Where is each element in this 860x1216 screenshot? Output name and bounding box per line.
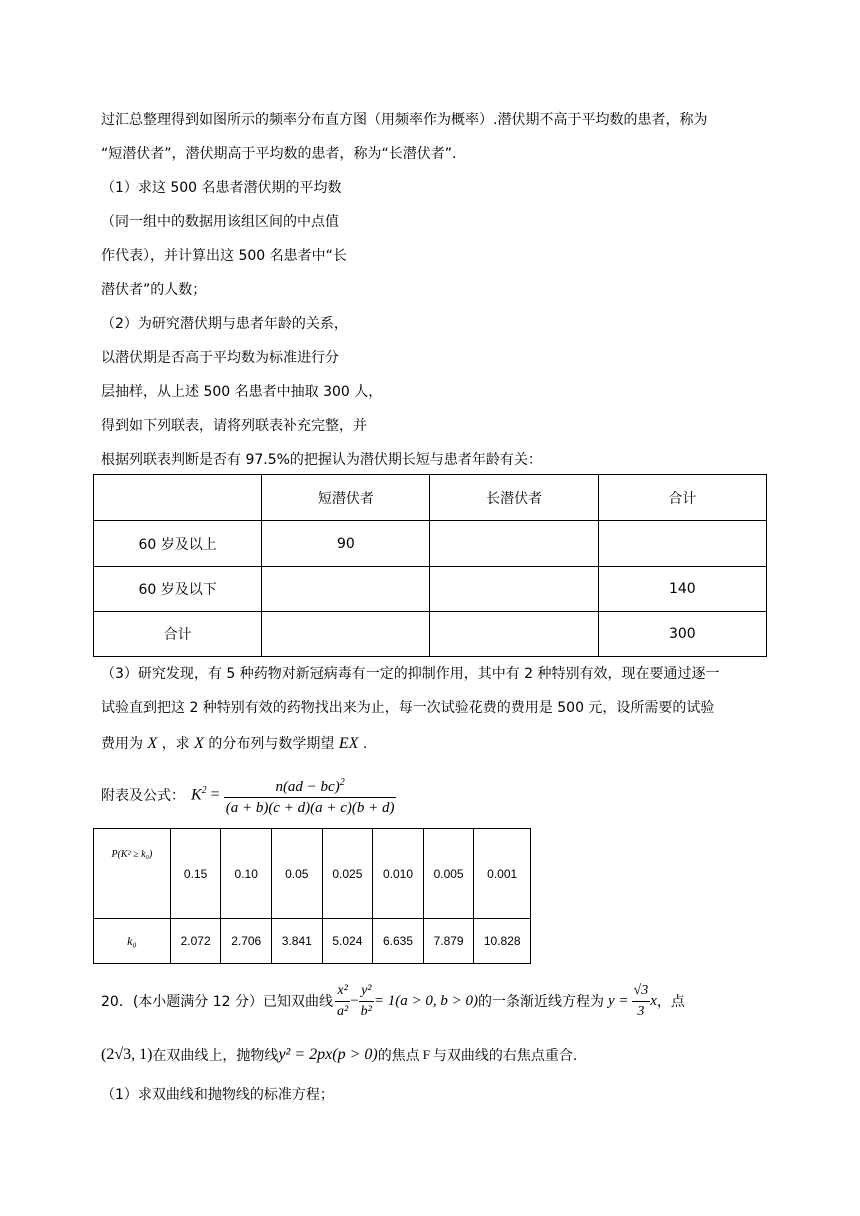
table-cell: 300 [598,612,766,657]
fraction-denominator: b² [360,1003,372,1019]
table-cell: 合计 [94,612,262,657]
text-span: 的分布列与数学期望 [208,736,335,752]
contingency-table [93,474,767,657]
question-2-line: （2）为研究潜伏期与患者年龄的关系， [101,316,348,332]
table-cell: 2.706 [221,919,272,964]
table-cell: 0.010 [373,829,424,919]
focus-label: F [422,1047,430,1062]
question-20-part-1: （1）求双曲线和抛物线的标准方程； [101,1087,334,1103]
table-header-cell: 短潜伏者 [262,475,430,521]
minus-sign: − [350,992,359,1009]
table-cell: 140 [598,567,766,612]
table-row [94,521,767,567]
table-cell [430,567,598,612]
table-row [94,829,531,919]
text-span: . [362,736,368,752]
hyperbola-condition: = 1(a > 0, b > 0) [373,992,478,1009]
table-cell: 0.001 [474,829,531,919]
table-cell [262,567,430,612]
formula-lhs-sup: 2 [201,785,207,797]
text-span: 在双曲线上，抛物线 [152,1048,279,1064]
table-cell: 60 岁及以下 [94,567,262,612]
fraction-numerator: x² [335,981,350,1002]
expectation-ex: EX [338,735,359,752]
question-3-line: 试验直到把这 2 种特别有效的药物找出来为止，每一次试验花费的费用是 500 元，设所需要的试验 [101,700,715,716]
table-cell [430,521,598,567]
asymptote-lhs: y = [607,992,629,1009]
point-coordinates: (2√3, 1) [101,1046,153,1063]
table-header-cell: 合计 [598,475,766,521]
table-cell: 10.828 [474,919,531,964]
paragraph-line: 过汇总整理得到如图所示的频率分布直方图（用频率作为概率）.潜伏期不高于平均数的患者，称为 [101,112,708,128]
fraction-numerator: y² [359,981,374,1002]
paragraph-line: “短潜伏者”，潜伏期高于平均数的患者，称为“长潜伏者”. [101,146,457,162]
text-span: 与双曲线的右焦点重合. [432,1048,578,1064]
question-3-line: （3）研究发现，有 5 种药物对新冠病毒有一定的抑制作用，其中有 2 种特别有效，现在要通过逐一 [101,666,720,682]
question-20-line [101,977,685,1025]
table-cell: 0.05 [272,829,323,919]
table-cell [430,612,598,657]
table-cell: 3.841 [272,919,323,964]
question-3-line [101,734,367,754]
table-row [94,919,531,964]
text-span: 费用为 [101,736,143,752]
formula-lhs-k: K [191,786,202,804]
question-2-line: 得到如下列联表，请将列联表补充完整，并 [101,418,367,434]
text-span: 的焦点 [377,1048,420,1064]
probability-label: P(K² ≥ k₀) [94,829,171,919]
table-header-cell: 长潜伏者 [430,475,598,521]
formula-num-sup: 2 [339,776,345,788]
chi-square-formula [224,773,397,818]
table-row [94,612,767,657]
text-span: ，点 [656,994,685,1010]
critical-value-table [93,828,531,964]
table-cell: 2.072 [170,919,221,964]
table-row [94,567,767,612]
fraction-y-over-b [359,981,374,1022]
formula-num-text: n(ad − bc) [275,778,340,795]
fraction-denominator: 3 [637,1003,645,1019]
question-1-line: 潜伏者”的人数； [101,282,207,298]
fraction-numerator: √3 [632,981,651,1002]
text-span: 的一条渐近线方程为 [477,994,604,1010]
question-1-line: （同一组中的数据用该组区间的中点值 [101,214,339,230]
table-cell: 7.879 [423,919,474,964]
question-20-intro: 20．(本小题满分 12 分）已知双曲线 [101,994,333,1010]
question-1-line: （1）求这 500 名患者潜伏期的平均数 [101,180,342,196]
parabola-equation: y² = 2px(p > 0) [278,1046,378,1063]
formula-line [101,772,396,818]
table-cell: 6.635 [373,919,424,964]
question-2-line: 层抽样，从上述 500 名患者中抽取 300 人， [101,384,383,400]
table-cell: 0.025 [322,829,373,919]
table-cell: 0.10 [221,829,272,919]
table-cell: 90 [262,521,430,567]
fraction-denominator: a² [337,1003,349,1019]
question-20-line [101,1040,577,1070]
table-cell [598,521,766,567]
formula-denominator: (a + b)(c + d)(a + c)(b + d) [225,799,395,816]
formula-equals: = [210,786,220,803]
formula-lhs [191,785,207,804]
fraction-x-over-a [335,981,350,1022]
table-cell [262,612,430,657]
fraction-sqrt3-over-3 [632,981,651,1022]
question-2-line: 根据列联表判断是否有 97.5%的把握认为潜伏期长短与患者年龄有关： [101,452,542,468]
k0-label: k₀ [94,919,171,964]
table-cell: 60 岁及以上 [94,521,262,567]
question-2-line: 以潜伏期是否高于平均数为标准进行分 [101,350,339,366]
table-cell: 0.005 [423,829,474,919]
formula-label: 附表及公式： [101,788,185,804]
table-cell: 0.15 [170,829,221,919]
table-header-cell [94,475,262,521]
text-span: ，求 [161,736,190,752]
formula-numerator [224,773,397,798]
question-1-line: 作代表），并计算出这 500 名患者中“长 [101,248,347,264]
variable-x: X [194,735,204,752]
asymptote-x: x [650,992,657,1009]
table-cell: 5.024 [322,919,373,964]
variable-x: X [147,735,158,752]
